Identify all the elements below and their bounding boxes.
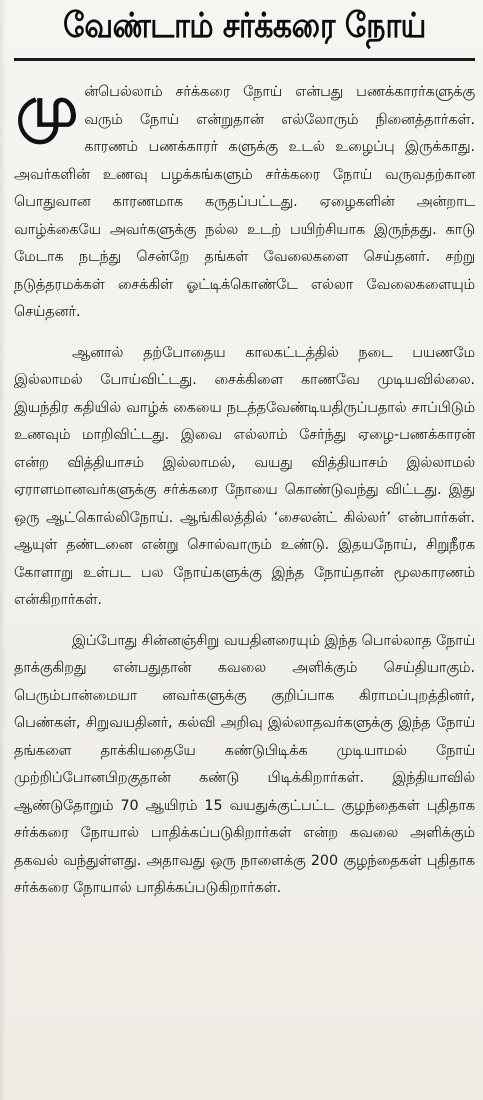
paragraph-3: இப்போது சின்னஞ்சிறு வயதினரையும் இந்த பொல்லாத நோய் தாக்குகிறது என்பதுதான் கவலை அளிக்கும் செய்தியாகும். பெரும்பான்மையா னவர்களுக்கு குறிப்பாக கிராமப்புறத்தினர், பெண்கள், சிறுவயதினர், கல்வி அறிவு இல்லாதவர்களுக்கு இந்த நோய் தங்களை தாக்கியதையே கண்டுபிடிக்க முடியாமல் நோய் முற்றிப்போனபிறகுதான் கண்டு பிடிக்கிறார்கள். இந்தியாவில் ஆண்டுதோறும் 70 ஆயிரம் 15 வயதுக்குட்பட்ட குழந்தைகள் புதிதாக சர்க்கரை நோயால் பாதிக்கப்படுகிறார்கள் என்ற கவலை அளிக்கும் தகவல் வந்துள்ளது. அதாவது ஒரு நாளைக்கு 200 குழந்தைகள் புதிதாக சர்க்கரை நோயால் பாதிக்கப்படுகிறார்கள். [14, 632, 475, 896]
article-body [14, 75, 475, 903]
drop-cap: மு [16, 75, 79, 140]
paragraph-1 [14, 75, 475, 327]
headline-rule [14, 58, 475, 61]
paragraph-2: ஆனால் தற்போதைய காலகட்டத்தில் நடை பயணமே இல்லாமல் போய்விட்டது. சைக்கிளை காணவே முடியவில்லை. இயந்திர கதியில் வாழ்க் கையை நடத்தவேண்டியதிருப்பதால் சாப்பிடும் உணவும் மாறிவிட்டது. இவை எல்லாம் சேர்ந்து ஏழை-பணக்காரன் என்ற வித்தியாசம் இல்லாமல், வயது வித்தியாசம் இல்லாமல் ஏராளமானவர்களுக்கு சர்க்கரை நோயை கொண்டுவந்து விட்டது. இது ஒரு ஆட்கொல்லிநோய். ஆங்கிலத்தில் ‘சைலன்ட் கில்லர்’ என்பார்கள். ஆயுள் தண்டனை என்று சொல்வாரும் உண்டு. இதயநோய், சிறுநீரக கோளாறு உள்பட பல நோய்களுக்கு இந்த நோய்தான் மூலகாரணம் என்கிறார்கள். [14, 344, 475, 608]
paper-edge-shadow [0, 0, 6, 1100]
article-headline: வேண்டாம் சர்க்கரை நோய் [63, 5, 426, 46]
paragraph-1-text: ன்பெல்லாம் சர்க்கரை நோய் என்பது பணக்காரர்களுக்கு வரும் நோய் என்றுதான் எல்லோரும் நினைத்தார்கள். காரணம் பணக்காரர் களுக்கு உடல் உழைப்பு இருக்காது. அவர்களின் உணவு பழக்கங்களும் சர்க்கரை நோய் வருவதற்கான பொதுவான காரணமாக கருதப்பட்டது. ஏழைகளின் அன்றாட வாழ்க்கையே அவர்களுக்கு நல்ல உடற் பயிற்சியாக இருந்தது. காடு மேடாக நடந்து சென்றே தங்கள் வேலைகளை செய்தனர். சற்று நடுத்தரமக்கள் சைக்கிள் ஓட்டிக்கொண்டே எல்லா வேலைகளையும் செய்தனர். [14, 84, 475, 320]
